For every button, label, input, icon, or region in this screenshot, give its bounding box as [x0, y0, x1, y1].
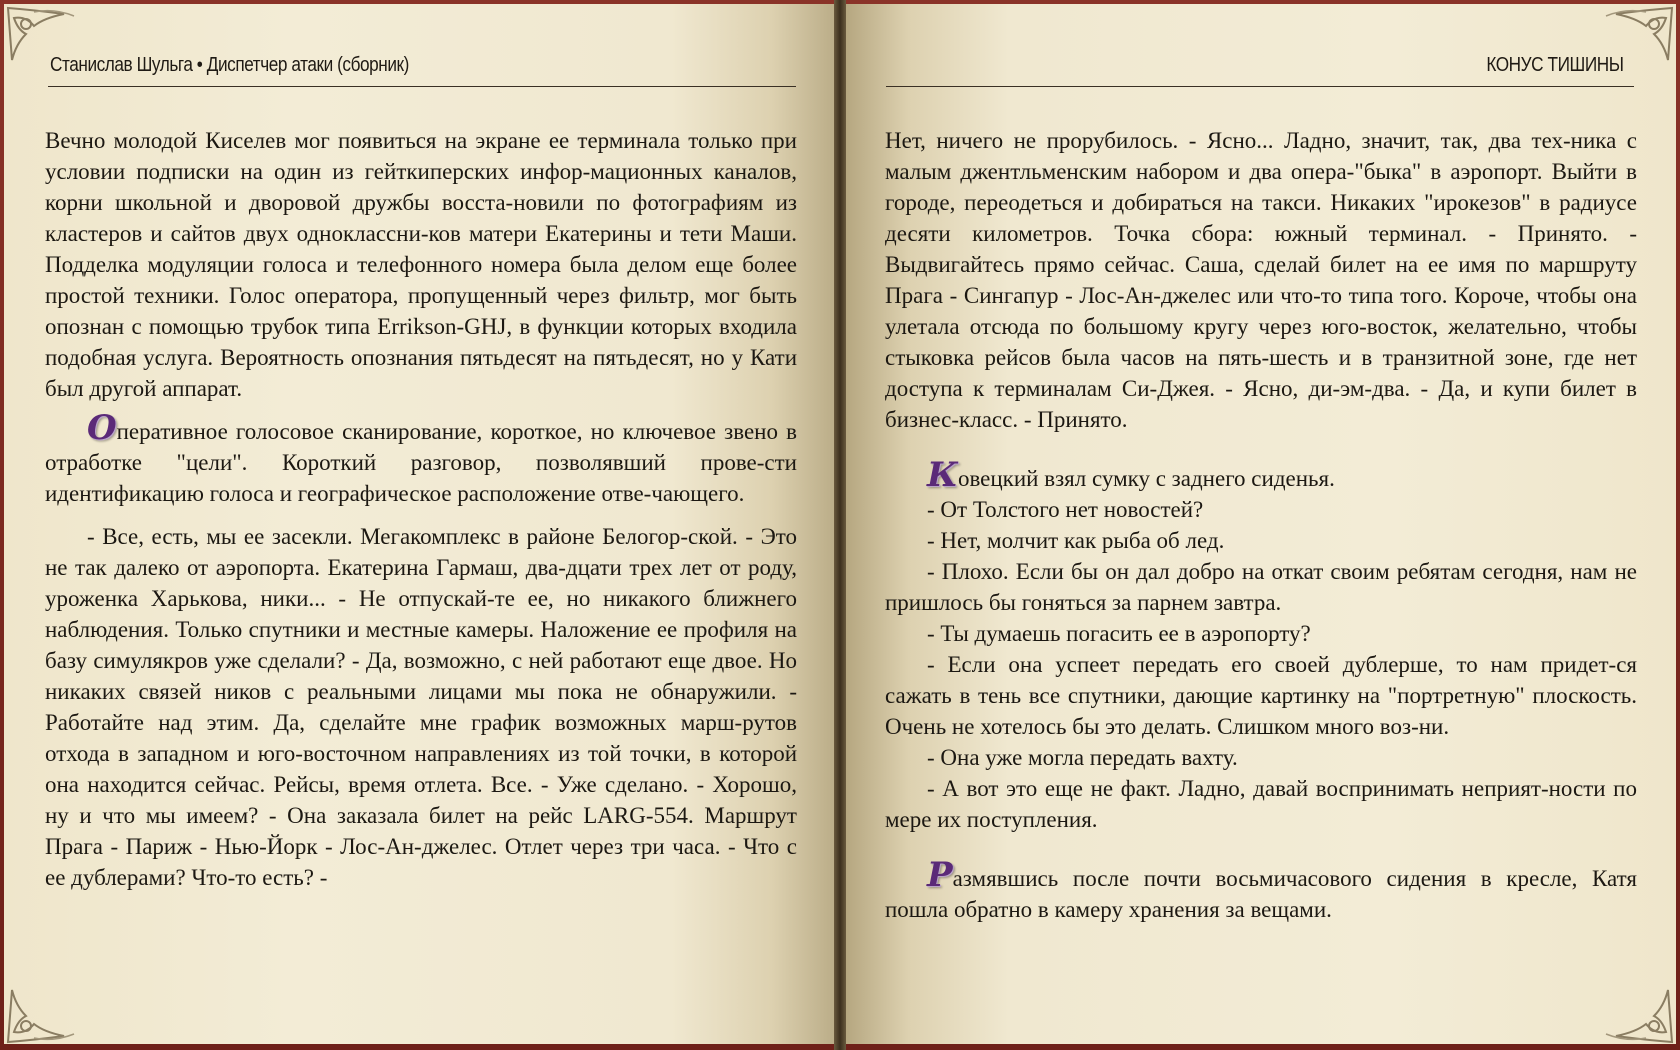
paragraph-dropcap: [45, 408, 797, 509]
drop-cap: О: [87, 408, 117, 448]
dialogue-line: - От Толстого нет новостей?: [927, 497, 1204, 522]
right-page-text: [885, 125, 1637, 925]
dialogue-line: - Нет, молчит как рыба об лед.: [927, 528, 1225, 553]
paragraph: - Все, есть, мы ее засекли. Мегакомплекс в районе Белогор-ской. - Это не так далеко от аэропорта. Екатерина Гармаш, два-дцати трех лет от роду, уроженка Харькова, ники... - Не отпускай-те ее, но никакого ближнего наблюдения. Только спутники и местные камеры. Наложение ее профиля на базу симулякров уже сделали? - Да, возможно, с ней работают еще двое. Но никаких связей ников с реальными лицами мы пока не обнаружили. - Работайте над этим. Да, сделайте мне график возможных марш-рутов отхода в западном и юго-восточном направлениях из той точки, в которой она находится сейчас. Рейсы, время отлета. Все. - Уже сделано. - Хорошо, ну и что мы имеем? - Она заказала билет на рейс LARG-554. Маршрут Прага - Париж - Нью-Йорк - Лос-Ан-джелес. Отлет через три часа. - Что с ее дублерами? Что-то есть? -: [45, 524, 797, 890]
left-page: [4, 4, 838, 1044]
paragraph-dropcap: [885, 455, 1637, 495]
running-header-left: Станислав Шульга • Диспетчер атаки (сборник): [50, 54, 409, 76]
dialogue-line: - Ты думаешь погасить ее в аэропорту?: [927, 621, 1311, 646]
drop-cap: К: [927, 455, 958, 495]
header-rule-right: [886, 86, 1634, 87]
paragraph: Вечно молодой Киселев мог появиться на экране ее терминала только при условии подписки на один из гейткиперских инфор-мационных каналов, корни школьной и дворовой дружбы восста-новили по фотографиям из кластеров и сайтов двух одноклассни-ков матери Екатерины и тети Маши. Подделка модуляции голоса и телефонного номера была делом еще более простой техники. Голос оператора, пропущенный через фильтр, мог быть опознан с помощью трубок типа Errikson-GHJ, в функции которых входила подобная услуга. Вероятность опознания пятьдесят на пятьдесят, но у Кати был другой аппарат.: [45, 128, 797, 401]
dialogue-line: - А вот это еще не факт. Ладно, давай воспринимать неприят-ности по мере их поступления.: [885, 776, 1637, 832]
paragraph-text: овецкий взял сумку с заднего сиденья.: [957, 466, 1335, 491]
paragraph-dropcap: [885, 855, 1637, 925]
dialogue-line: - Плохо. Если бы он дал добро на откат своим ребятам сегодня, нам не пришлось бы гоняться за парнем завтра.: [885, 559, 1637, 615]
dialogue-line: - Если она успеет передать его своей дублерше, то нам придет-ся сажать в тень все спутники, дающие картинку на "портретную" плоскость. Очень не хотелось бы это делать. Слишком много воз-ни.: [885, 652, 1637, 739]
paragraph-text: азмявшись после почти восьмичасового сидения в кресле, Катя пошла обратно в камеру хранения за вещами.: [885, 866, 1637, 922]
header-rule-left: [48, 86, 796, 87]
book-spine: [834, 0, 846, 1050]
left-page-text: [45, 125, 797, 893]
running-header-right: КОНУС ТИШИНЫ: [1486, 54, 1624, 76]
right-page: [842, 4, 1676, 1044]
paragraph: Нет, ничего не прорубилось. - Ясно... Ладно, значит, так, два тех-ника с малым джентльменским набором и два опера-"быка" в аэропорт. Выйти в городе, переодеться и добираться на такси. Никаких "ирокезов" в радиусе десяти километров. Точка сбора: южный терминал. - Принято. - Выдвигайтесь прямо сейчас. Саша, сделай билет на ее имя по маршруту Прага - Сингапур - Лос-Ан-джелес или что-то типа того. Короче, чтобы она улетала отсюда по большому кругу через юго-восток, желательно, чтобы стыковка рейсов была часов на пять-шесть и в транзитной зоне, где нет доступа к терминалам Си-Джея. - Ясно, ди-эм-два. - Да, и купи билет в бизнес-класс. - Принято.: [885, 128, 1637, 432]
dialogue-line: - Она уже могла передать вахту.: [927, 745, 1238, 770]
drop-cap: Р: [927, 855, 953, 895]
paragraph-text: перативное голосовое сканирование, короткое, но ключевое звено в отработке "цели". Короткий разговор, позволявший прове-сти идентификацию голоса и географическое расположение отве-чающего.: [45, 419, 797, 506]
